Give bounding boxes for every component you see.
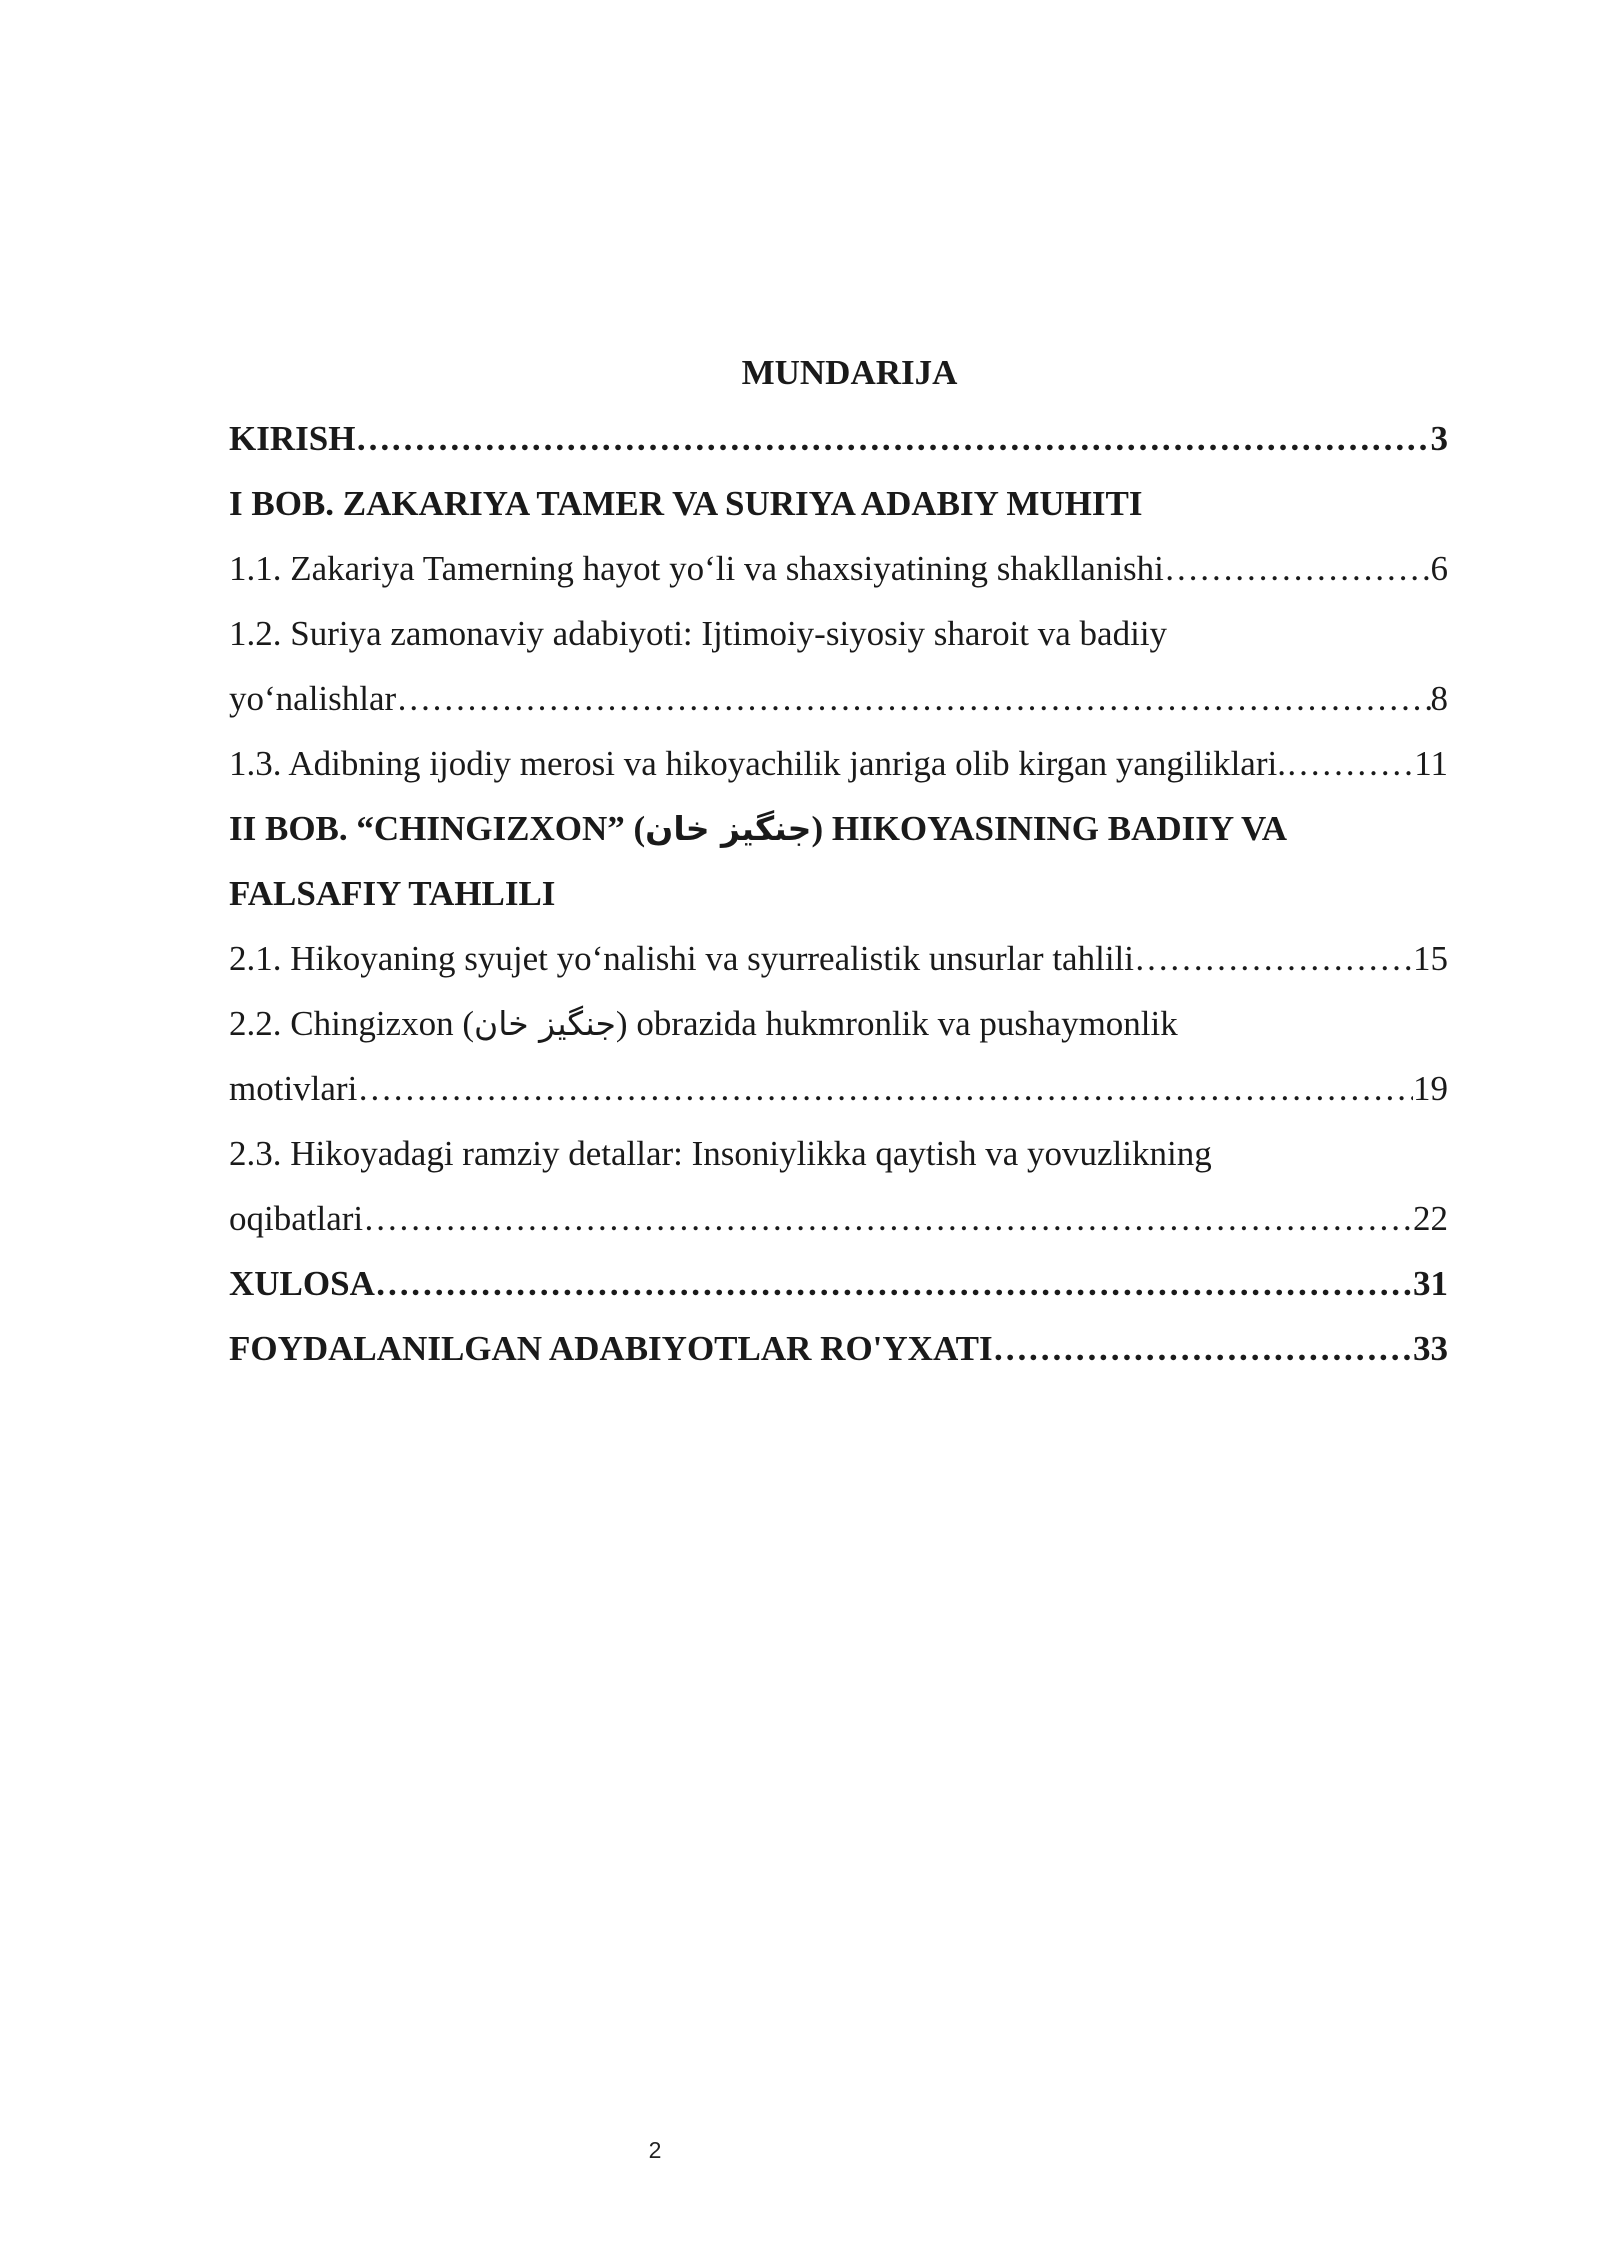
toc-entry-xulosa[interactable] xyxy=(229,1251,1448,1316)
toc-page-number: 3 xyxy=(1430,419,1448,458)
dot-leader xyxy=(993,1316,1413,1381)
toc-entry-2-2-line2[interactable] xyxy=(229,1056,1448,1121)
toc-page-number: 22 xyxy=(1413,1199,1448,1238)
toc-entry-label: yo‘nalishlar xyxy=(229,679,397,718)
toc-page-number: 33 xyxy=(1413,1329,1448,1368)
toc-page-number: 15 xyxy=(1413,939,1448,978)
toc-page-number: 6 xyxy=(1430,549,1448,588)
heading-text: II BOB. “CHINGIZXON” ( xyxy=(229,809,646,848)
toc-entry-1-2-line1[interactable]: 1.2. Suriya zamonaviy adabiyoti: Ijtimoiy-siyosiy sharoit va badiiy xyxy=(229,614,1168,653)
toc-entry-label: XULOSA xyxy=(229,1264,375,1303)
toc-entry-1-2-line2[interactable] xyxy=(229,666,1448,731)
toc-chapter-1-heading[interactable]: I BOB. ZAKARIYA TAMER VA SURIYA ADABIY MUHITI xyxy=(229,484,1143,523)
toc-chapter-2-heading-line1[interactable] xyxy=(229,796,1448,861)
toc-entry-label: 1.1. Zakariya Tamerning hayot yo‘li va shaxsiyatining shakllanishi xyxy=(229,549,1164,588)
entry-text: 2.2. Chingizxon ( xyxy=(229,1004,474,1043)
toc-entry-kirish[interactable] xyxy=(229,406,1448,471)
toc-entry-2-2-line1[interactable] xyxy=(229,991,1448,1056)
toc-entry-label: FOYDALANILGAN ADABIYOTLAR RO'YXATI xyxy=(229,1329,993,1368)
dot-leader xyxy=(1286,731,1414,796)
toc-entry-2-3-line1[interactable]: 2.3. Hikoyadagi ramziy detallar: Insoniylikka qaytish va yovuzlikning xyxy=(229,1134,1212,1173)
page-number: 2 xyxy=(648,2137,662,2163)
toc-title: MUNDARIJA xyxy=(741,353,958,392)
dot-leader xyxy=(396,666,1430,731)
toc-entry-1-1[interactable] xyxy=(229,536,1448,601)
toc-page-number: 31 xyxy=(1413,1264,1448,1303)
dot-leader xyxy=(357,1056,1413,1121)
toc-chapter-2-heading-line2[interactable]: FALSAFIY TAHLILI xyxy=(229,874,556,913)
toc-entry-2-1[interactable] xyxy=(229,926,1448,991)
toc-page-number: 8 xyxy=(1430,679,1448,718)
entry-text: ) obrazida hukmronlik va pushaymonlik xyxy=(615,1004,1178,1043)
toc-entry-references[interactable] xyxy=(229,1316,1448,1381)
dot-leader xyxy=(375,1251,1413,1316)
toc-page-number: 11 xyxy=(1414,744,1448,783)
toc-entry-1-3[interactable] xyxy=(229,731,1448,796)
table-of-contents xyxy=(229,340,1448,1381)
dot-leader xyxy=(355,406,1430,471)
toc-entry-2-3-line2[interactable] xyxy=(229,1186,1448,1251)
toc-page-number: 19 xyxy=(1413,1069,1448,1108)
heading-text: ) HIKOYASINING BADIIY VA xyxy=(811,809,1287,848)
toc-entry-label: 2.1. Hikoyaning syujet yo‘nalishi va syurrealistik unsurlar tahlili xyxy=(229,939,1134,978)
toc-entry-label: KIRISH xyxy=(229,419,356,458)
dot-leader xyxy=(363,1186,1413,1251)
toc-entry-label: 1.3. Adibning ijodiy merosi va hikoyachilik janriga olib kirgan yangiliklari. xyxy=(229,744,1286,783)
toc-entry-label: oqibatlari xyxy=(229,1199,364,1238)
arabic-name: جنگیز خان xyxy=(473,1004,616,1043)
dot-leader xyxy=(1134,926,1413,991)
toc-entry-label: motivlari xyxy=(229,1069,358,1108)
dot-leader xyxy=(1164,536,1431,601)
arabic-title: جنگیز خان xyxy=(645,809,812,848)
